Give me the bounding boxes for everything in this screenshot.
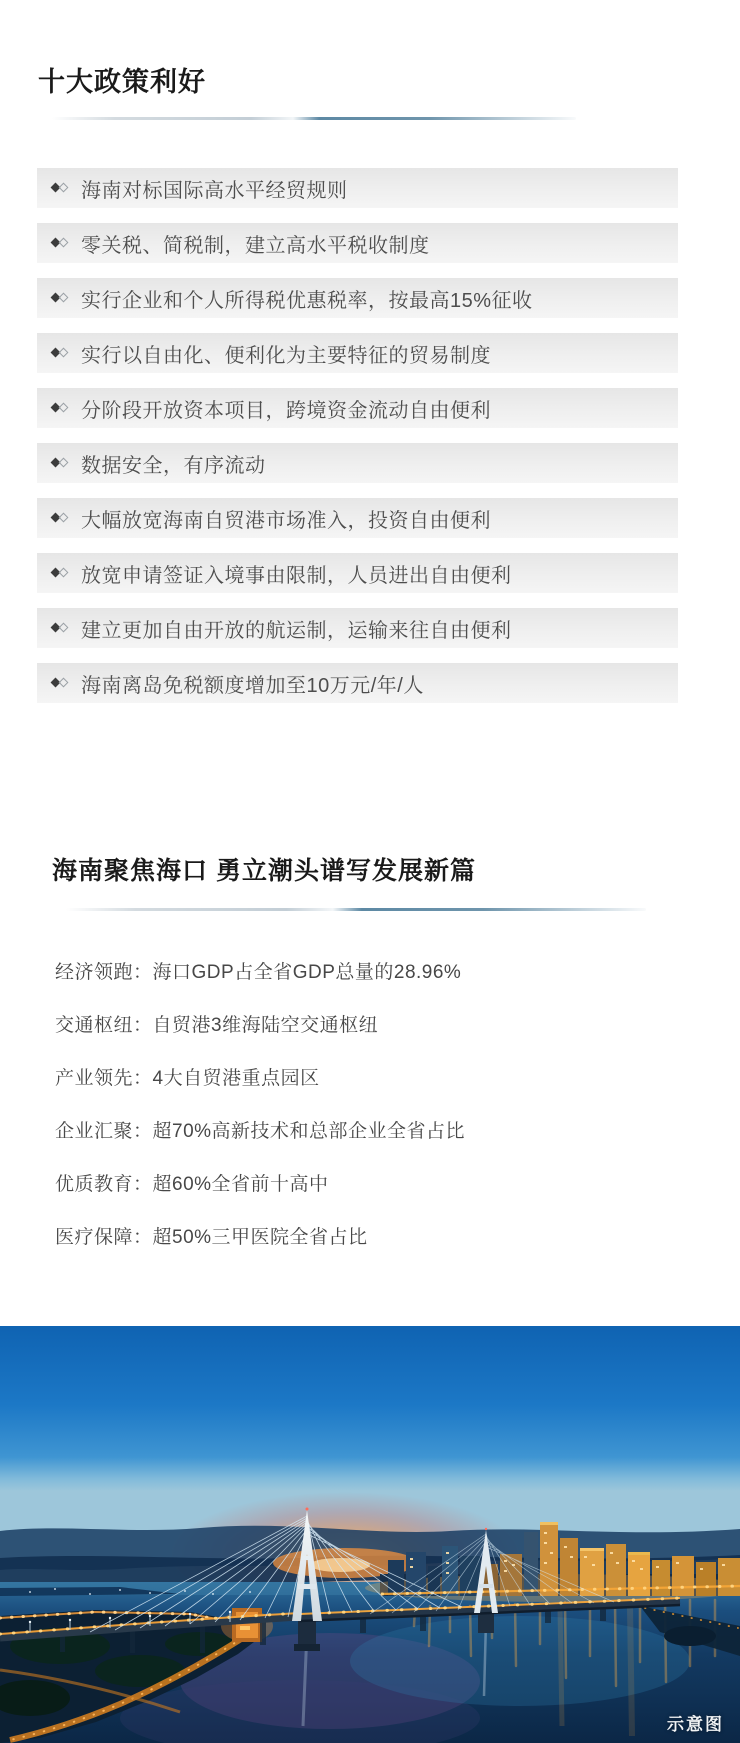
stat-value: 海口GDP占全省GDP总量的28.96%: [152, 962, 462, 983]
stat-label: 优质教育: [55, 1174, 134, 1195]
policy-item: [37, 663, 678, 703]
stat-item: [55, 1013, 675, 1039]
stat-item: [55, 1225, 675, 1251]
policy-item-text: 实行企业和个人所得税优惠税率，按最高15%征收: [81, 289, 533, 312]
policy-item: [37, 168, 678, 208]
policy-item: [37, 443, 678, 483]
section1-title: 十大政策利好: [38, 67, 206, 97]
watermark-label: 示意图: [667, 1715, 724, 1734]
stat-value: 超60%全省前十高中: [152, 1174, 329, 1195]
policy-item: [37, 388, 678, 428]
diamond-bullet-icon: [50, 292, 72, 304]
stat-label: 企业汇聚: [55, 1121, 134, 1142]
diamond-bullet-icon: [50, 567, 72, 579]
policy-item-text: 海南对标国际高水平经贸规则: [81, 179, 348, 202]
stat-value: 超70%高新技术和总部企业全省占比: [152, 1121, 466, 1142]
stat-colon: ：: [133, 1068, 153, 1089]
stats-list: [55, 960, 675, 1278]
stat-item: [55, 1066, 675, 1092]
diamond-bullet-icon: [50, 622, 72, 634]
diamond-bullet-icon: [50, 237, 72, 249]
stat-colon: ：: [133, 1121, 153, 1142]
stat-item: [55, 960, 675, 986]
section2-title: 海南聚焦海口 勇立潮头谱写发展新篇: [52, 857, 476, 885]
policy-list: [37, 168, 678, 703]
stat-label: 经济领跑: [55, 962, 134, 983]
section1-divider: [52, 117, 576, 120]
policy-item-text: 建立更加自由开放的航运制，运输来往自由便利: [81, 619, 512, 642]
diamond-bullet-icon: [50, 182, 72, 194]
diamond-bullet-icon: [50, 457, 72, 469]
section2-divider: [66, 908, 646, 911]
stat-colon: ：: [133, 962, 153, 983]
stat-label: 医疗保障: [55, 1227, 134, 1248]
stat-value: 超50%三甲医院全省占比: [152, 1227, 368, 1248]
diamond-bullet-icon: [50, 347, 72, 359]
diamond-bullet-icon: [50, 512, 72, 524]
policy-item-text: 零关税、简税制，建立高水平税收制度: [81, 234, 430, 257]
policy-item-text: 实行以自由化、便利化为主要特征的贸易制度: [81, 344, 491, 367]
stat-value: 4大自贸港重点园区: [152, 1068, 320, 1089]
policy-item-text: 放宽申请签证入境事由限制，人员进出自由便利: [81, 564, 512, 587]
diamond-bullet-icon: [50, 402, 72, 414]
haikou-bridge-illustration: [0, 1326, 740, 1743]
policy-item-text: 大幅放宽海南自贸港市场准入，投资自由便利: [81, 509, 491, 532]
stat-label: 交通枢纽: [55, 1015, 134, 1036]
policy-item: [37, 498, 678, 538]
stat-label: 产业领先: [55, 1068, 134, 1089]
stat-item: [55, 1172, 675, 1198]
policy-item-text: 海南离岛免税额度增加至10万元/年/人: [81, 674, 424, 697]
policy-item: [37, 553, 678, 593]
stat-colon: ：: [133, 1227, 153, 1248]
stat-colon: ：: [133, 1174, 153, 1195]
policy-item: [37, 278, 678, 318]
stat-colon: ：: [133, 1015, 153, 1036]
diamond-bullet-icon: [50, 677, 72, 689]
policy-item-text: 分阶段开放资本项目，跨境资金流动自由便利: [81, 399, 491, 422]
bridge-night-photo: [0, 1326, 740, 1743]
policy-item: [37, 333, 678, 373]
policy-item-text: 数据安全，有序流动: [81, 454, 266, 477]
policy-item: [37, 223, 678, 263]
stat-item: [55, 1119, 675, 1145]
policy-item: [37, 608, 678, 648]
stat-value: 自贸港3维海陆空交通枢纽: [152, 1015, 379, 1036]
